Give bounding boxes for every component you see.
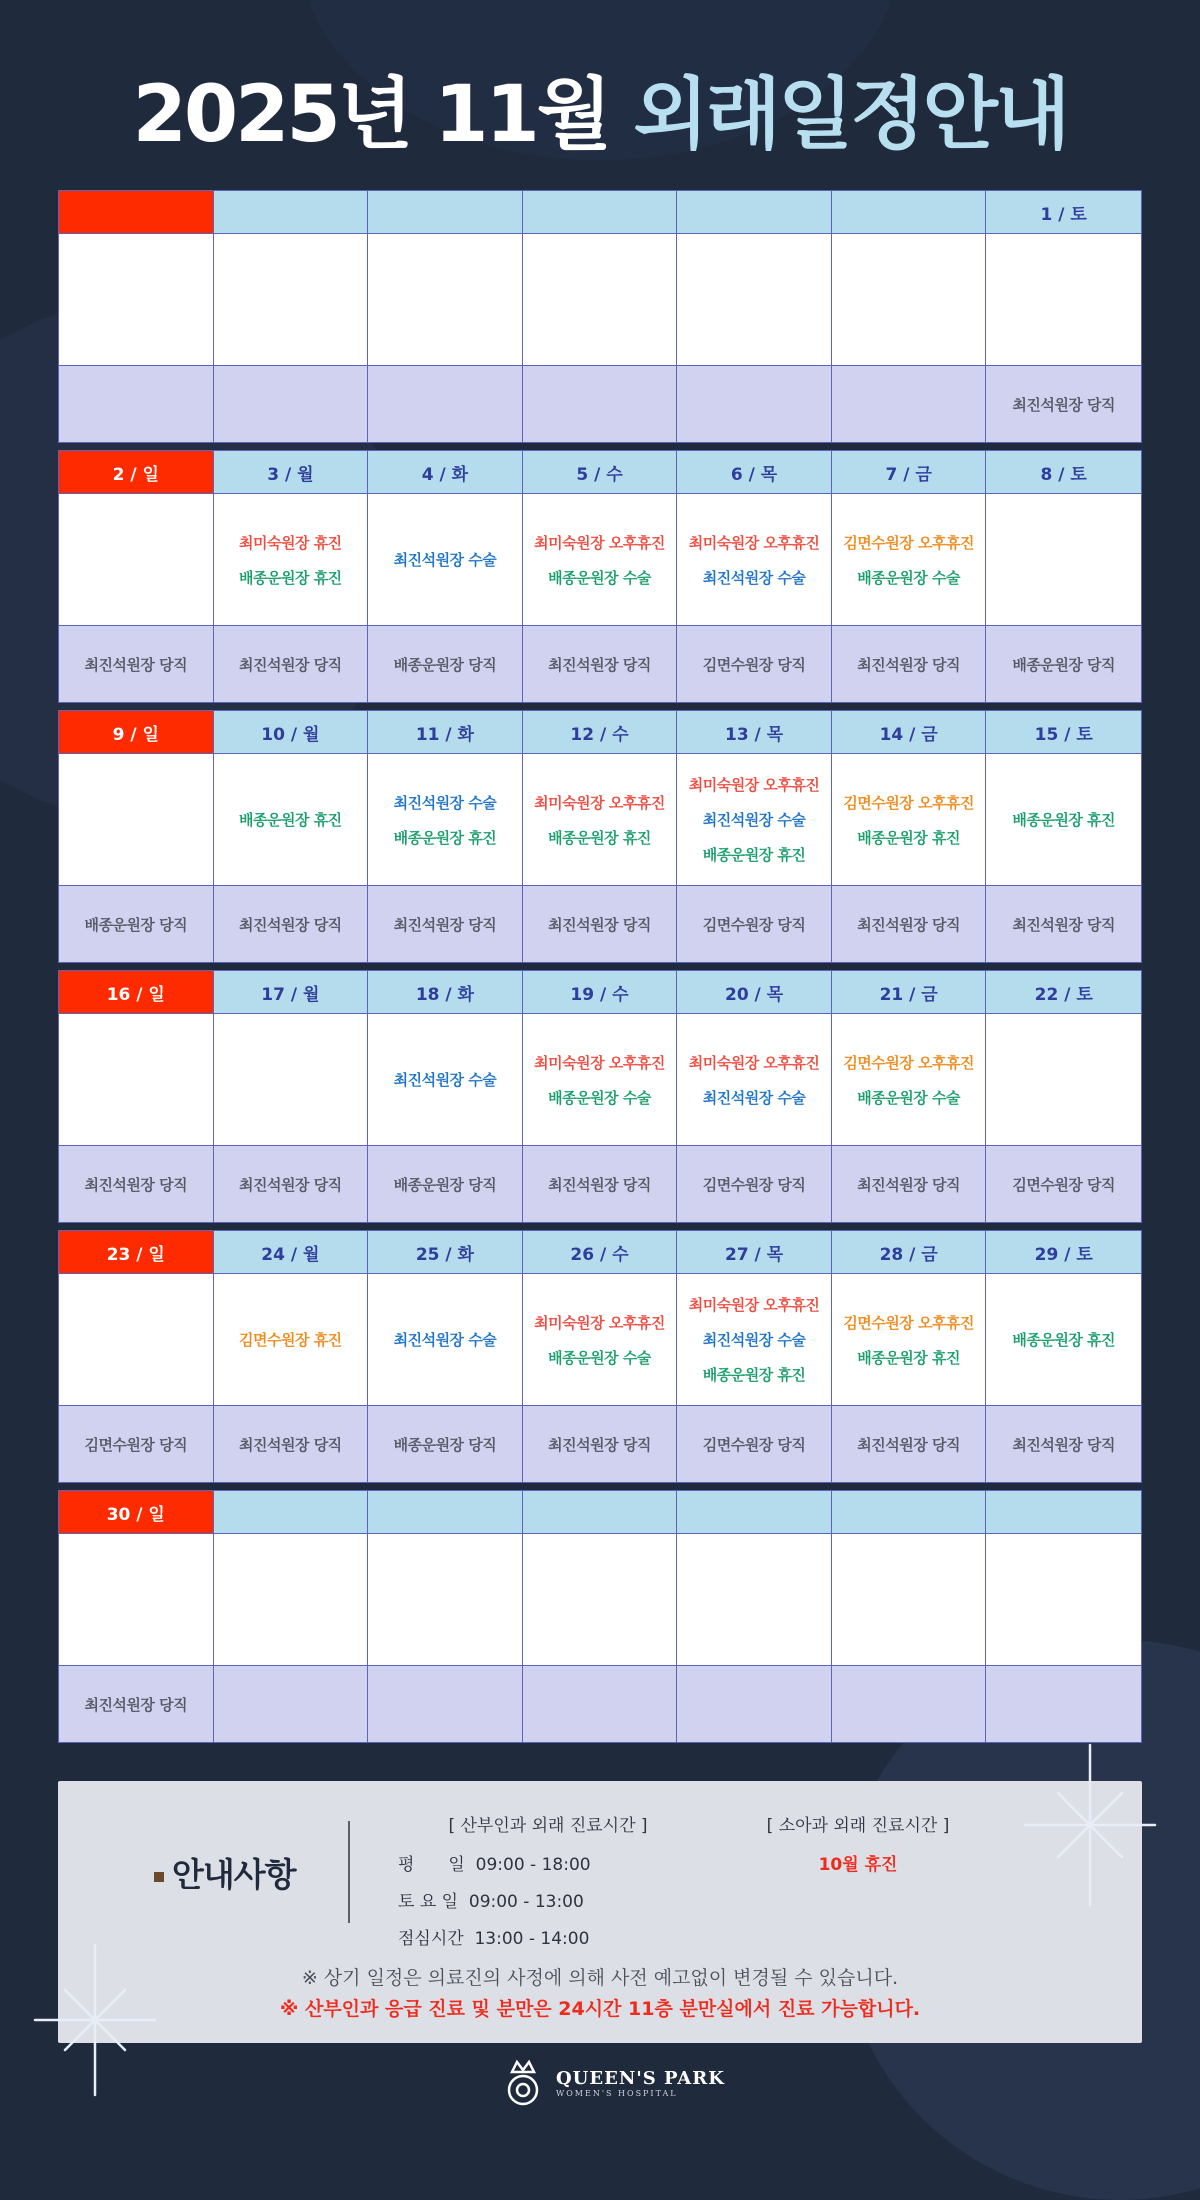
day-events: [368, 234, 523, 366]
schedule-event: 김면수원장 오후휴진: [843, 533, 974, 552]
hospital-logo: [500, 2058, 725, 2108]
day-header: 23 / 일: [59, 1231, 214, 1274]
schedule-event: 최미숙원장 오후휴진: [534, 533, 665, 552]
schedule-event: 김면수원장 오후휴진: [843, 1313, 974, 1332]
schedule-event: 최진석원장 수술: [702, 1088, 806, 1107]
schedule-event: 배종운원장 수술: [548, 568, 651, 587]
on-duty-doctor: 김면수원장 당직: [677, 626, 832, 702]
peds-status: 10월 휴진: [818, 1855, 898, 1875]
on-duty-doctor: 김면수원장 당직: [59, 1406, 214, 1482]
day-header: [832, 191, 987, 234]
day-header: 28 / 금: [832, 1231, 987, 1274]
schedule-event: 배종운원장 휴진: [239, 811, 342, 829]
calendar-week: [58, 450, 1142, 703]
notice-note: ※ 상기 일정은 의료진의 사정에 의해 사전 예고없이 변경될 수 있습니다.: [301, 1967, 899, 1989]
ob-hours-row: 점심시간 13:00 - 14:00: [398, 1929, 590, 1949]
on-duty-doctor: 최진석원장 당직: [214, 1146, 369, 1222]
on-duty-doctor: 최진석원장 당직: [214, 626, 369, 702]
calendar-week: [58, 710, 1142, 963]
day-events: [986, 1014, 1141, 1146]
day-events: [523, 494, 678, 626]
notice-title: [154, 1849, 296, 1896]
day-events: [523, 234, 678, 366]
day-header: 3 / 월: [214, 451, 369, 494]
day-header: 7 / 금: [832, 451, 987, 494]
on-duty-doctor: [214, 1666, 369, 1742]
day-events: [59, 1014, 214, 1146]
schedule-event: 최미숙원장 오후휴진: [534, 1313, 665, 1332]
on-duty-doctor: 최진석원장 당직: [832, 1146, 987, 1222]
calendar-week: [58, 1490, 1142, 1743]
schedule-event: 배종운원장 휴진: [393, 828, 497, 847]
calendar-week: [58, 190, 1142, 443]
schedule-event: 배종운원장 수술: [548, 1348, 651, 1367]
on-duty-doctor: 최진석원장 당직: [214, 886, 369, 962]
day-events: [368, 754, 523, 886]
day-header: 16 / 일: [59, 971, 214, 1014]
on-duty-doctor: 배종운원장 당직: [59, 886, 214, 962]
on-duty-doctor: 김면수원장 당직: [677, 1146, 832, 1222]
on-duty-doctor: 배종운원장 당직: [368, 1146, 523, 1222]
on-duty-doctor: 최진석원장 당직: [986, 366, 1141, 442]
day-header: 29 / 토: [986, 1231, 1141, 1274]
day-events: [832, 1274, 987, 1406]
day-header: 14 / 금: [832, 711, 987, 754]
on-duty-doctor: 최진석원장 당직: [523, 886, 678, 962]
day-header: 13 / 목: [677, 711, 832, 754]
on-duty-doctor: 김면수원장 당직: [677, 1406, 832, 1482]
day-header: 12 / 수: [523, 711, 678, 754]
on-duty-doctor: [368, 366, 523, 442]
day-header: 2 / 일: [59, 451, 214, 494]
on-duty-doctor: 김면수원장 당직: [677, 886, 832, 962]
day-header: [523, 1491, 678, 1534]
day-events: [523, 1274, 678, 1406]
schedule-event: 배종운원장 휴진: [702, 846, 806, 864]
day-header: 18 / 화: [368, 971, 523, 1014]
on-duty-doctor: [677, 1666, 832, 1742]
day-events: [59, 754, 214, 886]
day-header: [368, 191, 523, 234]
day-events: [214, 1534, 369, 1666]
day-events: [214, 494, 369, 626]
on-duty-doctor: [59, 366, 214, 442]
day-events: [368, 1014, 523, 1146]
on-duty-doctor: 최진석원장 당직: [59, 1146, 214, 1222]
day-header: [368, 1491, 523, 1534]
divider: [348, 1821, 350, 1923]
day-events: [832, 234, 987, 366]
day-events: [832, 1014, 987, 1146]
page-title: [0, 52, 1200, 164]
schedule-event: 최진석원장 수술: [393, 1071, 497, 1089]
day-header: [677, 191, 832, 234]
day-events: [523, 1014, 678, 1146]
on-duty-doctor: [832, 366, 987, 442]
day-events: [677, 494, 832, 626]
schedule-event: 최진석원장 수술: [393, 1331, 497, 1349]
day-header: [214, 1491, 369, 1534]
title-accent: 외래일정안내: [633, 70, 1068, 160]
schedule-event: 배종운원장 수술: [857, 568, 960, 587]
schedule-event: 최진석원장 수술: [702, 1331, 806, 1349]
on-duty-doctor: [368, 1666, 523, 1742]
day-header: 22 / 토: [986, 971, 1141, 1014]
day-header: 6 / 목: [677, 451, 832, 494]
schedule-event: 김면수원장 오후휴진: [843, 1053, 974, 1072]
schedule-event: 최미숙원장 오후휴진: [688, 1053, 820, 1072]
day-events: [214, 234, 369, 366]
on-duty-doctor: 김면수원장 당직: [986, 1146, 1141, 1222]
day-header: 11 / 화: [368, 711, 523, 754]
day-header: 5 / 수: [523, 451, 678, 494]
schedule-event: 배종운원장 수술: [548, 1088, 651, 1107]
on-duty-doctor: 최진석원장 당직: [523, 1146, 678, 1222]
day-events: [832, 754, 987, 886]
day-events: [677, 1534, 832, 1666]
day-header: 25 / 화: [368, 1231, 523, 1274]
on-duty-doctor: 최진석원장 당직: [59, 626, 214, 702]
day-events: [677, 1274, 832, 1406]
day-events: [832, 1534, 987, 1666]
day-header: [214, 191, 369, 234]
bullet-icon: [154, 1872, 164, 1882]
day-header: [986, 1491, 1141, 1534]
day-header: [832, 1491, 987, 1534]
schedule-event: 최미숙원장 오후휴진: [688, 533, 820, 552]
day-header: 20 / 목: [677, 971, 832, 1014]
calendar-week: [58, 1230, 1142, 1483]
schedule-event: 배종운원장 휴진: [1012, 811, 1116, 829]
notice-panel: [58, 1781, 1142, 2043]
day-events: [59, 494, 214, 626]
day-header: 30 / 일: [59, 1491, 214, 1534]
on-duty-doctor: 배종운원장 당직: [986, 626, 1141, 702]
day-header: 9 / 일: [59, 711, 214, 754]
ob-hours: [398, 1811, 698, 1961]
calendar-week: [58, 970, 1142, 1223]
day-header: [59, 191, 214, 234]
schedule-event: 김면수원장 오후휴진: [843, 793, 974, 812]
day-header: 10 / 월: [214, 711, 369, 754]
day-header: 4 / 화: [368, 451, 523, 494]
peds-hours: [708, 1811, 1008, 1875]
day-events: [986, 234, 1141, 366]
schedule-event: 최미숙원장 휴진: [239, 533, 342, 552]
day-events: [368, 494, 523, 626]
day-events: [986, 494, 1141, 626]
on-duty-doctor: 최진석원장 당직: [986, 1406, 1141, 1482]
on-duty-doctor: [986, 1666, 1141, 1742]
day-events: [59, 1274, 214, 1406]
schedule-event: 배종운원장 휴진: [857, 1348, 960, 1367]
day-events: [832, 494, 987, 626]
schedule-event: 김면수원장 휴진: [239, 1331, 342, 1349]
logo-name: QUEEN'S PARK: [556, 2068, 725, 2089]
schedule-event: 배종운원장 수술: [857, 1088, 960, 1107]
on-duty-doctor: 최진석원장 당직: [59, 1666, 214, 1742]
day-header: 1 / 토: [986, 191, 1141, 234]
on-duty-doctor: [523, 366, 678, 442]
ob-hours-row: 토 요 일 09:00 - 13:00: [398, 1892, 584, 1912]
on-duty-doctor: [523, 1666, 678, 1742]
on-duty-doctor: [214, 366, 369, 442]
schedule-event: 배종운원장 휴진: [857, 828, 960, 847]
day-events: [986, 1274, 1141, 1406]
day-header: 15 / 토: [986, 711, 1141, 754]
title-main: 2025년 11월: [132, 70, 634, 160]
on-duty-doctor: 배종운원장 당직: [368, 1406, 523, 1482]
day-events: [368, 1534, 523, 1666]
day-header: 24 / 월: [214, 1231, 369, 1274]
schedule-event: 배종운원장 휴진: [1012, 1331, 1116, 1349]
peds-hours-header: [ 소아과 외래 진료시간 ]: [766, 1816, 950, 1836]
day-header: [677, 1491, 832, 1534]
day-events: [523, 1534, 678, 1666]
ob-hours-header: [ 산부인과 외래 진료시간 ]: [448, 1816, 648, 1836]
day-events: [677, 754, 832, 886]
day-header: [523, 191, 678, 234]
day-events: [368, 1274, 523, 1406]
day-events: [986, 1534, 1141, 1666]
schedule-event: 최미숙원장 오후휴진: [534, 1053, 665, 1072]
day-header: 17 / 월: [214, 971, 369, 1014]
schedule-event: 배종운원장 휴진: [548, 828, 651, 847]
on-duty-doctor: 최진석원장 당직: [986, 886, 1141, 962]
sparkle-icon: [1020, 1740, 1160, 1910]
schedule-event: 최미숙원장 오후휴진: [688, 1296, 820, 1314]
schedule-event: 최진석원장 수술: [702, 568, 806, 587]
day-events: [214, 1274, 369, 1406]
day-events: [523, 754, 678, 886]
day-events: [59, 1534, 214, 1666]
day-events: [677, 1014, 832, 1146]
day-header: 27 / 목: [677, 1231, 832, 1274]
schedule-event: 최미숙원장 오후휴진: [688, 776, 820, 794]
on-duty-doctor: 최진석원장 당직: [832, 886, 987, 962]
on-duty-doctor: 최진석원장 당직: [832, 626, 987, 702]
on-duty-doctor: 최진석원장 당직: [523, 1406, 678, 1482]
schedule-event: 최미숙원장 오후휴진: [534, 793, 665, 812]
day-events: [214, 1014, 369, 1146]
schedule-event: 최진석원장 수술: [702, 811, 806, 829]
on-duty-doctor: 최진석원장 당직: [214, 1406, 369, 1482]
sparkle-icon: [30, 1940, 160, 2100]
on-duty-doctor: [677, 366, 832, 442]
on-duty-doctor: 최진석원장 당직: [368, 886, 523, 962]
day-events: [214, 754, 369, 886]
on-duty-doctor: 최진석원장 당직: [523, 626, 678, 702]
day-header: 26 / 수: [523, 1231, 678, 1274]
schedule-event: 최진석원장 수술: [393, 793, 497, 812]
day-header: 8 / 토: [986, 451, 1141, 494]
schedule-event: 배종운원장 휴진: [702, 1366, 806, 1384]
ob-hours-row: 평 일 09:00 - 18:00: [398, 1855, 591, 1875]
crown-icon: [500, 2058, 546, 2108]
day-events: [986, 754, 1141, 886]
on-duty-doctor: 최진석원장 당직: [832, 1406, 987, 1482]
day-events: [59, 234, 214, 366]
schedule-event: 최진석원장 수술: [393, 551, 497, 569]
on-duty-doctor: [832, 1666, 987, 1742]
notice-emergency-note: ※ 산부인과 응급 진료 및 분만은 24시간 11층 분만실에서 진료 가능합니다.: [279, 1998, 921, 2020]
day-header: 19 / 수: [523, 971, 678, 1014]
logo-subtitle: WOMEN'S HOSPITAL: [556, 2089, 678, 2098]
on-duty-doctor: 배종운원장 당직: [368, 626, 523, 702]
notice-title-text: 안내사항: [172, 1855, 296, 1894]
day-header: 21 / 금: [832, 971, 987, 1014]
schedule-event: 배종운원장 휴진: [239, 568, 342, 587]
day-events: [677, 234, 832, 366]
